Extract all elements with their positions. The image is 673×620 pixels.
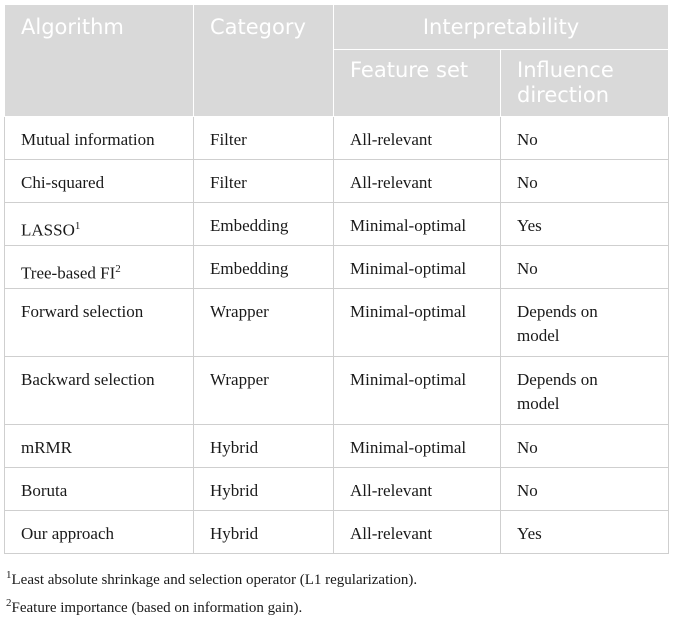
table-row bbox=[5, 160, 669, 203]
cell-algorithm bbox=[5, 511, 194, 554]
cell-influence-direction: Depends on model bbox=[501, 289, 669, 357]
cell-algorithm bbox=[5, 357, 194, 425]
algorithm-name: Forward selection bbox=[21, 302, 144, 321]
footnote-marker: 2 bbox=[115, 263, 121, 275]
cell-influence-direction: No bbox=[501, 117, 669, 160]
header-category: Category bbox=[194, 5, 334, 117]
algorithm-name: Tree-based FI bbox=[21, 263, 116, 283]
cell-algorithm bbox=[5, 289, 194, 357]
header-algorithm: Algorithm bbox=[5, 5, 194, 117]
algorithm-name: LASSO bbox=[21, 220, 75, 240]
cell-category: Wrapper bbox=[194, 357, 334, 425]
cell-category: Embedding bbox=[194, 246, 334, 289]
table-row bbox=[5, 511, 669, 554]
table-row bbox=[5, 117, 669, 160]
header-row-top bbox=[5, 5, 669, 50]
cell-category: Filter bbox=[194, 117, 334, 160]
cell-feature-set: All-relevant bbox=[334, 160, 501, 203]
cell-algorithm bbox=[5, 203, 194, 246]
algorithm-name: Mutual information bbox=[21, 130, 155, 149]
cell-algorithm bbox=[5, 468, 194, 511]
cell-feature-set: All-relevant bbox=[334, 511, 501, 554]
comparison-table-container bbox=[4, 4, 668, 620]
cell-algorithm bbox=[5, 425, 194, 468]
algorithm-name: Our approach bbox=[21, 524, 114, 543]
header-influence-direction: Influence direction bbox=[501, 50, 669, 117]
footnote bbox=[4, 592, 668, 620]
cell-influence-direction: Depends on model bbox=[501, 357, 669, 425]
cell-feature-set: Minimal-optimal bbox=[334, 425, 501, 468]
table-row bbox=[5, 425, 669, 468]
footnote bbox=[4, 564, 668, 592]
cell-feature-set: Minimal-optimal bbox=[334, 203, 501, 246]
algorithm-comparison-table bbox=[4, 4, 669, 554]
cell-feature-set: All-relevant bbox=[334, 117, 501, 160]
cell-category: Hybrid bbox=[194, 511, 334, 554]
cell-feature-set: Minimal-optimal bbox=[334, 246, 501, 289]
cell-algorithm bbox=[5, 246, 194, 289]
footnote-mark: 1 bbox=[6, 569, 12, 581]
cell-category: Filter bbox=[194, 160, 334, 203]
footnote-text: Least absolute shrinkage and selection operator (L1 regularization). bbox=[11, 572, 418, 588]
footnote-mark: 2 bbox=[6, 597, 12, 609]
cell-influence-direction: Yes bbox=[501, 203, 669, 246]
cell-algorithm bbox=[5, 117, 194, 160]
cell-influence-direction: Yes bbox=[501, 511, 669, 554]
algorithm-name: mRMR bbox=[21, 438, 73, 457]
algorithm-name: Boruta bbox=[21, 481, 68, 500]
cell-influence-direction: No bbox=[501, 246, 669, 289]
table-row bbox=[5, 203, 669, 246]
table-row bbox=[5, 246, 669, 289]
footnote-text: Feature importance (based on information gain). bbox=[11, 600, 303, 616]
header-feature-set: Feature set bbox=[334, 50, 501, 117]
cell-category: Hybrid bbox=[194, 425, 334, 468]
cell-influence-direction: No bbox=[501, 468, 669, 511]
table-row bbox=[5, 468, 669, 511]
cell-influence-direction: No bbox=[501, 160, 669, 203]
footnote-marker: 1 bbox=[74, 220, 81, 232]
cell-influence-direction: No bbox=[501, 425, 669, 468]
algorithm-name: Backward selection bbox=[21, 370, 155, 389]
cell-category: Hybrid bbox=[194, 468, 334, 511]
algorithm-name: Chi-squared bbox=[21, 173, 105, 192]
table-row bbox=[5, 357, 669, 425]
cell-category: Wrapper bbox=[194, 289, 334, 357]
cell-feature-set: All-relevant bbox=[334, 468, 501, 511]
table-row bbox=[5, 289, 669, 357]
cell-category: Embedding bbox=[194, 203, 334, 246]
header-interpretability: Interpretability bbox=[334, 5, 669, 50]
cell-algorithm bbox=[5, 160, 194, 203]
cell-feature-set: Minimal-optimal bbox=[334, 289, 501, 357]
cell-feature-set: Minimal-optimal bbox=[334, 357, 501, 425]
